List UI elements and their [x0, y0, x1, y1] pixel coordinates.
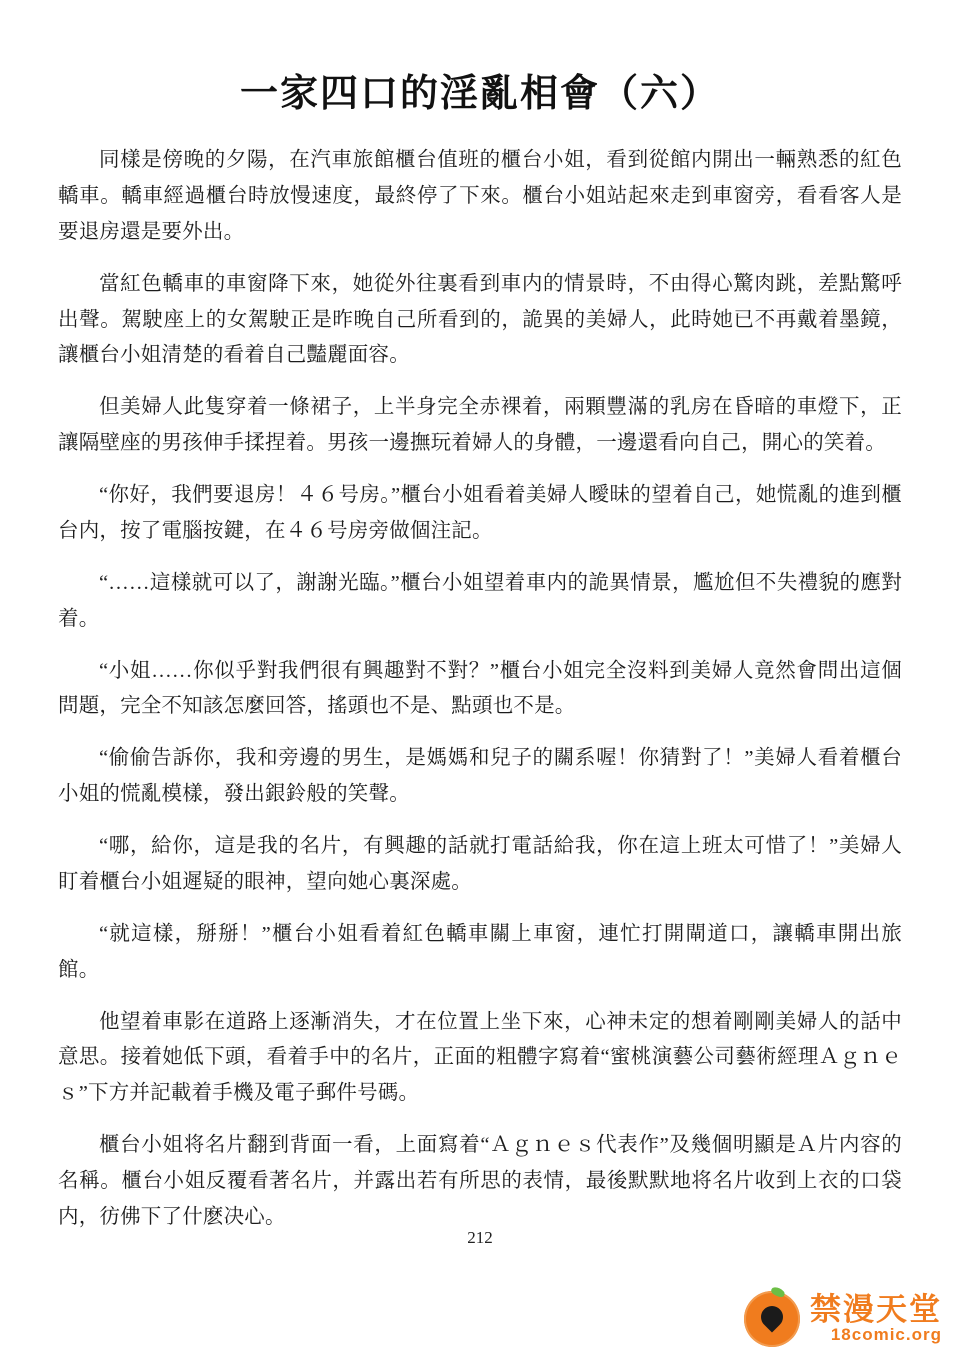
- paragraph: “……這樣就可以了，謝謝光臨。”櫃台小姐望着車内的詭異情景，尷尬但不失禮貌的應對着。: [58, 571, 902, 630]
- paragraph: 但美婦人此隻穿着一條裙子，上半身完全赤裸着，兩顆豐滿的乳房在昏暗的車燈下，正讓隔壁座的男孩伸手揉捏着。男孩一邊撫玩着婦人的身體，一邊還看向自己，開心的笑着。: [58, 396, 902, 455]
- paragraph: “偷偷告訴你，我和旁邊的男生，是媽媽和兒子的關系喔！你猜對了！”美婦人看着櫃台小姐的慌亂模樣，發出銀鈴般的笑聲。: [58, 747, 902, 806]
- paragraph: 櫃台小姐将名片翻到背面一看，上面寫着“Ａｇｎｅｓ代表作”及幾個明顯是Ａ片内容的名稱。櫃台小姐反覆看著名片，并露出若有所思的表情，最後默默地将名片收到上衣的口袋内，彷佛下了什麽决心。: [58, 1134, 902, 1228]
- page-number: 212: [467, 1228, 493, 1247]
- paragraph: “就這樣，掰掰！”櫃台小姐看着紅色轎車關上車窗，連忙打開閘道口，讓轎車開出旅館。: [58, 922, 902, 981]
- paragraph: “哪，給你，這是我的名片，有興趣的話就打電話給我，你在這上班太可惜了！”美婦人盯着櫃台小姐遲疑的眼神，望向她心裏深處。: [58, 835, 902, 893]
- page-title: 一家四口的淫亂相會（六）: [239, 73, 720, 115]
- peach-logo-icon: [744, 1291, 800, 1347]
- paragraph: “小姐……你似乎對我們很有興趣對不對？”櫃台小姐完全沒料到美婦人竟然會問出這個問題，完全不知該怎麼回答，搖頭也不是、點頭也不是。: [58, 659, 902, 718]
- watermark-text: [810, 1291, 942, 1345]
- watermark-url: 18comic.org: [830, 1325, 942, 1345]
- paragraph: 他望着車影在道路上逐漸消失，才在位置上坐下來，心神未定的想着剛剛美婦人的話中意思。接着她低下頭，看着手中的名片，正面的粗體字寫着“蜜桃演藝公司藝術經理Ａｇｎｅｓ”下方并記載着手機及電子郵件号碼。: [58, 1010, 902, 1105]
- paragraph: 當紅色轎車的車窗降下來，她從外往裏看到車内的情景時，不由得心驚肉跳，差點驚呼出聲。駕駛座上的女駕駛正是昨晚自己所看到的，詭異的美婦人，此時她已不再戴着墨鏡，讓櫃台小姐清楚的看着自己豔麗面容。: [58, 272, 902, 367]
- document-body: [58, 0, 902, 1252]
- watermark-title: 禁漫天堂: [810, 1291, 942, 1327]
- paragraph: “你好，我們要退房！４６号房。”櫃台小姐看着美婦人曖昧的望着自己，她慌亂的進到櫃台内，按了電腦按鍵，在４６号房旁做個注記。: [58, 484, 902, 542]
- paragraph: 同樣是傍晚的夕陽，在汽車旅館櫃台值班的櫃台小姐，看到從館内開出一輛熟悉的紅色轎車。轎車經過櫃台時放慢速度，最終停了下來。櫃台小姐站起來走到車窗旁，看看客人是要退房還是要外出。: [58, 149, 902, 243]
- site-watermark: [744, 1291, 942, 1347]
